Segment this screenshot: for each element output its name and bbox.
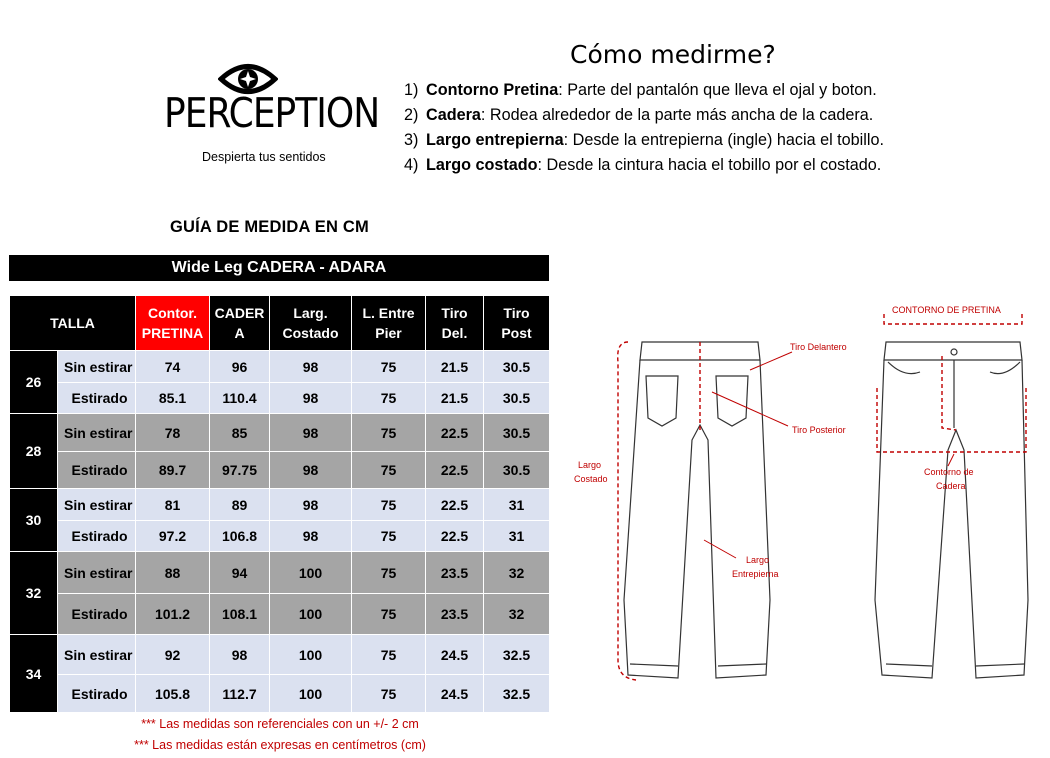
value-cell: 23.5 xyxy=(426,552,484,594)
label-tiro-delantero: Tiro Delantero xyxy=(790,342,847,352)
size-cell: 34 xyxy=(10,635,58,713)
value-cell: 32.5 xyxy=(484,675,550,713)
table-row xyxy=(10,489,550,521)
value-cell: 98 xyxy=(270,414,352,452)
how-to-list xyxy=(404,78,884,178)
condition-cell: Estirado xyxy=(58,521,136,552)
value-cell: 31 xyxy=(484,489,550,521)
label-contorno-cadera-1: Contorno de xyxy=(924,467,974,477)
jeans-measurement-diagram xyxy=(570,300,1030,685)
value-cell: 89.7 xyxy=(136,452,210,489)
value-cell: 98 xyxy=(270,521,352,552)
value-cell: 75 xyxy=(352,635,426,675)
value-cell: 85 xyxy=(210,414,270,452)
note-line: *** Las medidas están expresas en centímetros (cm) xyxy=(134,738,426,752)
value-cell: 100 xyxy=(270,594,352,635)
value-cell: 32 xyxy=(484,552,550,594)
value-cell: 98 xyxy=(270,452,352,489)
value-cell: 30.5 xyxy=(484,452,550,489)
value-cell: 85.1 xyxy=(136,383,210,414)
header-largo-entrepierna: L. Entre Pier xyxy=(352,296,426,351)
value-cell: 97.75 xyxy=(210,452,270,489)
how-to-item: 1) Contorno Pretina: Parte del pantalón que lleva el ojal y boton. xyxy=(404,81,877,99)
table-header-row xyxy=(10,296,550,351)
how-to-title: Cómo medirme? xyxy=(570,40,776,69)
value-cell: 22.5 xyxy=(426,414,484,452)
value-cell: 98 xyxy=(270,489,352,521)
header-tiro-posterior: Tiro Post xyxy=(484,296,550,351)
value-cell: 21.5 xyxy=(426,383,484,414)
value-cell: 100 xyxy=(270,552,352,594)
value-cell: 100 xyxy=(270,675,352,713)
value-cell: 30.5 xyxy=(484,351,550,383)
value-cell: 98 xyxy=(270,351,352,383)
table-row xyxy=(10,552,550,594)
label-tiro-posterior: Tiro Posterior xyxy=(792,425,846,435)
value-cell: 112.7 xyxy=(210,675,270,713)
value-cell: 96 xyxy=(210,351,270,383)
value-cell: 98 xyxy=(270,383,352,414)
table-row xyxy=(10,521,550,552)
brand-tagline: Despierta tus sentidos xyxy=(202,150,326,164)
condition-cell: Estirado xyxy=(58,383,136,414)
value-cell: 78 xyxy=(136,414,210,452)
condition-cell: Sin estirar xyxy=(58,635,136,675)
value-cell: 23.5 xyxy=(426,594,484,635)
value-cell: 21.5 xyxy=(426,351,484,383)
condition-cell: Sin estirar xyxy=(58,414,136,452)
label-largo-entrepierna-2: Entrepierna xyxy=(732,569,779,579)
how-to-item: 2) Cadera: Rodea alrededor de la parte más ancha de la cadera. xyxy=(404,106,874,124)
value-cell: 32.5 xyxy=(484,635,550,675)
value-cell: 75 xyxy=(352,414,426,452)
condition-cell: Estirado xyxy=(58,452,136,489)
value-cell: 110.4 xyxy=(210,383,270,414)
label-largo-costado-2: Costado xyxy=(574,474,608,484)
value-cell: 30.5 xyxy=(484,383,550,414)
header-talla: TALLA xyxy=(10,296,136,351)
value-cell: 30.5 xyxy=(484,414,550,452)
value-cell: 89 xyxy=(210,489,270,521)
value-cell: 22.5 xyxy=(426,489,484,521)
value-cell: 81 xyxy=(136,489,210,521)
value-cell: 75 xyxy=(352,452,426,489)
value-cell: 88 xyxy=(136,552,210,594)
value-cell: 24.5 xyxy=(426,635,484,675)
condition-cell: Estirado xyxy=(58,675,136,713)
value-cell: 24.5 xyxy=(426,675,484,713)
size-cell: 32 xyxy=(10,552,58,635)
condition-cell: Sin estirar xyxy=(58,351,136,383)
value-cell: 94 xyxy=(210,552,270,594)
condition-cell: Estirado xyxy=(58,594,136,635)
header-contorno-pretina: Contor. PRETINA xyxy=(136,296,210,351)
label-contorno-cadera-2: Cadera xyxy=(936,481,966,491)
table-row xyxy=(10,414,550,452)
header-largo-costado: Larg. Costado xyxy=(270,296,352,351)
table-row xyxy=(10,635,550,675)
header-cadera: CADER A xyxy=(210,296,270,351)
value-cell: 105.8 xyxy=(136,675,210,713)
table-row xyxy=(10,594,550,635)
model-banner: Wide Leg CADERA - ADARA xyxy=(9,255,549,281)
guide-title: GUÍA DE MEDIDA EN CM xyxy=(170,218,369,236)
value-cell: 75 xyxy=(352,675,426,713)
value-cell: 22.5 xyxy=(426,521,484,552)
brand-logo xyxy=(160,62,380,172)
note-line: *** Las medidas son referenciales con un +/- 2 cm xyxy=(141,717,419,731)
table-row xyxy=(10,675,550,713)
table-row xyxy=(10,383,550,414)
notes xyxy=(0,714,560,756)
how-to-item: 3) Largo entrepierna: Desde la entrepierna (ingle) hacia el tobillo. xyxy=(404,131,884,149)
value-cell: 32 xyxy=(484,594,550,635)
value-cell: 75 xyxy=(352,383,426,414)
value-cell: 74 xyxy=(136,351,210,383)
value-cell: 75 xyxy=(352,489,426,521)
header-tiro-delantero: Tiro Del. xyxy=(426,296,484,351)
label-largo-entrepierna-1: Largo xyxy=(746,555,770,565)
size-cell: 28 xyxy=(10,414,58,489)
value-cell: 98 xyxy=(210,635,270,675)
size-table xyxy=(9,295,550,713)
value-cell: 92 xyxy=(136,635,210,675)
value-cell: 97.2 xyxy=(136,521,210,552)
value-cell: 101.2 xyxy=(136,594,210,635)
value-cell: 106.8 xyxy=(210,521,270,552)
value-cell: 75 xyxy=(352,521,426,552)
brand-name: PERCEPTION xyxy=(164,90,380,138)
value-cell: 22.5 xyxy=(426,452,484,489)
table-row xyxy=(10,351,550,383)
how-to-item: 4) Largo costado: Desde la cintura hacia el tobillo por el costado. xyxy=(404,156,882,174)
size-cell: 30 xyxy=(10,489,58,552)
size-cell: 26 xyxy=(10,351,58,414)
value-cell: 75 xyxy=(352,351,426,383)
table-row xyxy=(10,452,550,489)
condition-cell: Sin estirar xyxy=(58,489,136,521)
value-cell: 75 xyxy=(352,594,426,635)
value-cell: 75 xyxy=(352,552,426,594)
label-contorno-pretina: CONTORNO DE PRETINA xyxy=(892,305,1001,315)
condition-cell: Sin estirar xyxy=(58,552,136,594)
label-largo-costado-1: Largo xyxy=(578,460,602,470)
value-cell: 100 xyxy=(270,635,352,675)
value-cell: 108.1 xyxy=(210,594,270,635)
value-cell: 31 xyxy=(484,521,550,552)
